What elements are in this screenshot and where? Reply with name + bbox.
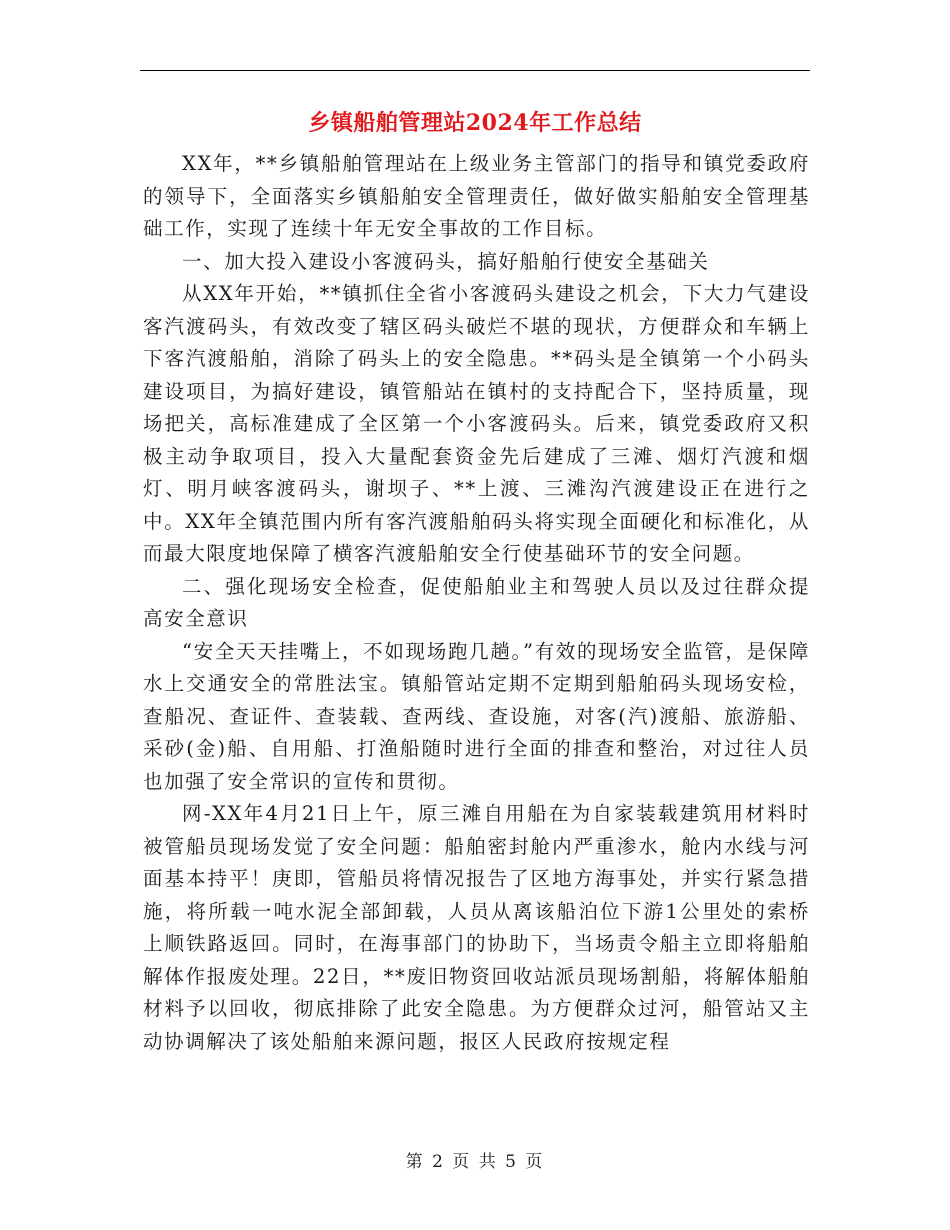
paragraph-intro: XX年，**乡镇船舶管理站在上级业务主管部门的指导和镇党委政府的领导下，全面落实乡镇船舶安全管理责任，做好做实船舶安全管理基础工作，实现了连续十年无安全事故的工作目标。 [143,152,810,240]
section-heading-1: 一、加大投入建设小客渡码头，搞好船舶行使安全基础关 [182,249,710,273]
paragraph-section-2: “安全天天挂嘴上，不如现场跑几趟。”有效的现场安全监管，是保障水上交通安全的常胜法宝。镇船管站定期不定期到船舶码头现场安检，查船况、查证件、查装载、查两线、查设施，对客(汽)渡船、旅游船、采砂(金)船、自用船、打渔船随时进行全面的排查和整治，对过往人员也加强了安全常识的宣传和贯彻。 [143,639,810,793]
paragraph-section-1: 从XX年开始，**镇抓住全省小客渡码头建设之机会，下大力气建设客汽渡码头，有效改变了辖区码头破烂不堪的现状，方便群众和车辆上下客汽渡船舶，消除了码头上的安全隐患。**码头是全镇第一个小码头建设项目，为搞好建设，镇管船站在镇村的支持配合下，坚持质量，现场把关，高标准建成了全区第一个小客渡码头。后来，镇党委政府又积极主动争取项目，投入大量配套资金先后建成了三滩、烟灯汽渡和烟灯、明月峡客渡码头，谢坝子、**上渡、三滩沟汽渡建设正在进行之中。XX年全镇范围内所有客汽渡船舶码头将实现全面硬化和标准化，从而最大限度地保障了横客汽渡船舶安全行使基础环节的安全问题。 [143,282,810,565]
document-title: 乡镇船舶管理站2024年工作总结 [308,110,642,136]
page-number: 第 2 页 共 5 页 [405,1152,545,1172]
page-footer [0,1150,950,1174]
document-body [143,148,810,1058]
section-heading-2: 二、强化现场安全检查，促使船舶业主和驾驶人员以及过往群众提高安全意识 [143,574,810,630]
paragraph-incident: 网-XX年4月21日上午，原三滩自用船在为自家装载建筑用材料时被管船员现场发觉了安全问题：船舶密封舱内严重渗水，舱内水线与河面基本持平！庚即，管船员将情况报告了区地方海事处，并实行紧急措施，将所载一吨水泥全部卸载，人员从离该船泊位下游1公里处的索桥上顺铁路返回。同时，在海事部门的协助下，当场责令船主立即将船舶解体作报废处理。22日，**废旧物资回收站派员现场割船，将解体船舶材料予以回收，彻底排除了此安全隐患。为方便群众过河，船管站又主动协调解决了该处船舶来源问题，报区人民政府按规定程 [143,802,810,1053]
header-rule [140,70,810,71]
